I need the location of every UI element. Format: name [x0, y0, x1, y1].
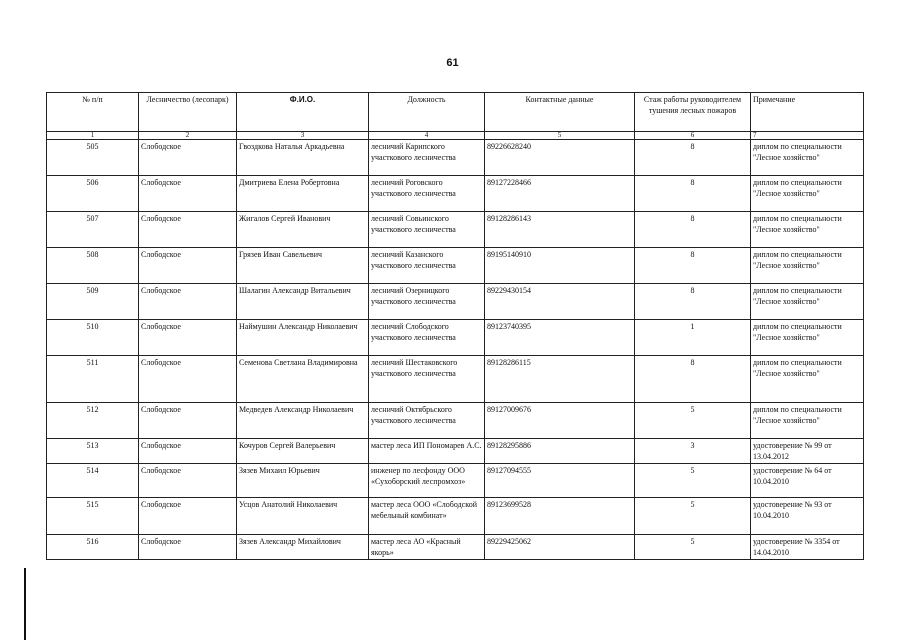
row-experience: 5: [635, 498, 751, 535]
row-forestry: Слободское: [139, 284, 237, 320]
header-contact: Контактные данные: [485, 93, 635, 132]
row-name: Гвоздкова Наталья Аркадьевна: [237, 140, 369, 176]
column-number: 7: [751, 132, 864, 140]
row-position: лесничий Роговского участкового лесничества: [369, 176, 485, 212]
row-name: Грязев Иван Савельевич: [237, 248, 369, 284]
row-number: 512: [47, 403, 139, 439]
row-forestry: Слободское: [139, 140, 237, 176]
table-row: [47, 535, 864, 560]
row-name: Шалагин Александр Витальевич: [237, 284, 369, 320]
row-number: 513: [47, 439, 139, 464]
row-contact: 89229430154: [485, 284, 635, 320]
row-experience: 8: [635, 356, 751, 403]
row-note: диплом по специальности "Лесное хозяйство": [751, 248, 864, 284]
row-position: мастер леса ИП Пономарев А.С.: [369, 439, 485, 464]
row-number: 506: [47, 176, 139, 212]
header-name: Ф.И.О.: [237, 93, 369, 132]
row-note: удостоверение № 64 от 10.04.2010: [751, 464, 864, 498]
row-forestry: Слободское: [139, 439, 237, 464]
table-row: [47, 403, 864, 439]
header-experience: Стаж работы руководителем тушения лесных пожаров: [635, 93, 751, 132]
row-experience: 3: [635, 439, 751, 464]
row-name: Усцов Анатолий Николаевич: [237, 498, 369, 535]
table-row: [47, 212, 864, 248]
row-number: 511: [47, 356, 139, 403]
row-name: Жигалов Сергей Иванович: [237, 212, 369, 248]
row-experience: 5: [635, 535, 751, 560]
row-contact: 89128286143: [485, 212, 635, 248]
column-number: 2: [139, 132, 237, 140]
row-contact: 89127228466: [485, 176, 635, 212]
row-note: диплом по специальности "Лесное хозяйство": [751, 403, 864, 439]
row-forestry: Слободское: [139, 248, 237, 284]
header-row: [47, 93, 864, 132]
row-contact: 89128286115: [485, 356, 635, 403]
row-experience: 8: [635, 248, 751, 284]
row-name: Медведев Александр Николаевич: [237, 403, 369, 439]
row-note: диплом по специальности "Лесное хозяйство": [751, 320, 864, 356]
row-contact: 89226628240: [485, 140, 635, 176]
row-note: диплом по специальности "Лесное хозяйство": [751, 356, 864, 403]
row-forestry: Слободское: [139, 356, 237, 403]
row-position: лесничий Карипского участкового лесничества: [369, 140, 485, 176]
row-forestry: Слободское: [139, 212, 237, 248]
row-experience: 8: [635, 284, 751, 320]
row-note: диплом по специальности "Лесное хозяйство": [751, 176, 864, 212]
table-row: [47, 320, 864, 356]
row-number: 510: [47, 320, 139, 356]
row-number: 505: [47, 140, 139, 176]
table-row: [47, 356, 864, 403]
staff-table: [46, 92, 864, 560]
header-num: № п/п: [47, 93, 139, 132]
row-experience: 5: [635, 464, 751, 498]
row-forestry: Слободское: [139, 320, 237, 356]
row-name: Кочуров Сергей Валерьевич: [237, 439, 369, 464]
row-contact: 89127009676: [485, 403, 635, 439]
table-row: [47, 176, 864, 212]
row-forestry: Слободское: [139, 464, 237, 498]
row-note: удостоверение № 93 от 10.04.2010: [751, 498, 864, 535]
header-position: Должность: [369, 93, 485, 132]
table-row: [47, 464, 864, 498]
row-contact: 89123740395: [485, 320, 635, 356]
row-experience: 8: [635, 140, 751, 176]
row-contact: 89123699528: [485, 498, 635, 535]
table-row: [47, 498, 864, 535]
row-position: лесничий Октябрьского участкового лесничества: [369, 403, 485, 439]
row-position: лесничий Совьинского участкового лесничества: [369, 212, 485, 248]
row-number: 514: [47, 464, 139, 498]
row-forestry: Слободское: [139, 403, 237, 439]
table-row: [47, 140, 864, 176]
table-row: [47, 439, 864, 464]
row-contact: 89127094555: [485, 464, 635, 498]
header-forestry: Лесничество (лесопарк): [139, 93, 237, 132]
column-number: 1: [47, 132, 139, 140]
row-forestry: Слободское: [139, 535, 237, 560]
row-number: 507: [47, 212, 139, 248]
row-number: 515: [47, 498, 139, 535]
margin-mark: [24, 568, 26, 640]
row-name: Наймушин Александр Николаевич: [237, 320, 369, 356]
row-name: Зязев Александр Михайлович: [237, 535, 369, 560]
row-forestry: Слободское: [139, 176, 237, 212]
page-number: 61: [446, 57, 459, 69]
row-position: мастер леса ООО «Слободской мебельный комбинат»: [369, 498, 485, 535]
row-contact: 89229425062: [485, 535, 635, 560]
row-note: удостоверение № 99 от 13.04.2012: [751, 439, 864, 464]
column-number-row: [47, 132, 864, 140]
row-note: диплом по специальности "Лесное хозяйство": [751, 140, 864, 176]
row-name: Зязев Михаил Юрьевич: [237, 464, 369, 498]
column-number: 3: [237, 132, 369, 140]
row-forestry: Слободское: [139, 498, 237, 535]
row-contact: 89195140910: [485, 248, 635, 284]
table-row: [47, 248, 864, 284]
table-row: [47, 284, 864, 320]
row-note: диплом по специальности "Лесное хозяйство": [751, 212, 864, 248]
row-experience: 1: [635, 320, 751, 356]
header-note: Примечание: [751, 93, 864, 132]
row-contact: 89128295886: [485, 439, 635, 464]
row-number: 516: [47, 535, 139, 560]
row-note: удостоверение № 3354 от 14.04.2010: [751, 535, 864, 560]
row-position: мастер леса АО «Красный якорь»: [369, 535, 485, 560]
column-number: 5: [485, 132, 635, 140]
row-experience: 8: [635, 212, 751, 248]
row-number: 508: [47, 248, 139, 284]
row-number: 509: [47, 284, 139, 320]
row-name: Дмитриева Елена Робертовна: [237, 176, 369, 212]
row-experience: 5: [635, 403, 751, 439]
column-number: 4: [369, 132, 485, 140]
row-note: диплом по специальности "Лесное хозяйство": [751, 284, 864, 320]
row-position: лесничий Казанского участкового лесничества: [369, 248, 485, 284]
row-position: лесничий Озерницкого участкового лесничества: [369, 284, 485, 320]
row-name: Семенова Светлана Владимировна: [237, 356, 369, 403]
row-position: лесничий Слободского участкового лесничества: [369, 320, 485, 356]
column-number: 6: [635, 132, 751, 140]
row-position: лесничий Шестаковского участкового лесничества: [369, 356, 485, 403]
row-experience: 8: [635, 176, 751, 212]
row-position: инженер по лесфонду ООО «Сухоборский леспромхоз»: [369, 464, 485, 498]
